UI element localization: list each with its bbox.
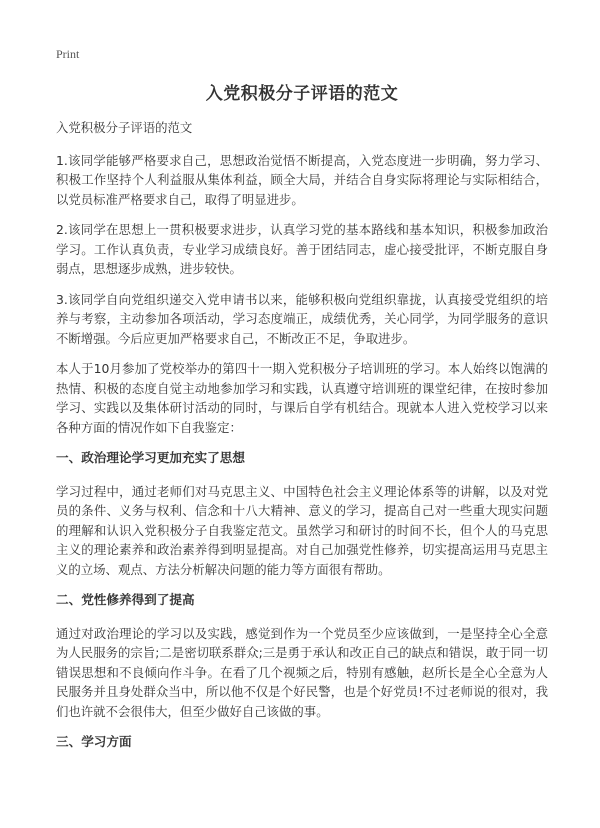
section-heading-3: 三、学习方面 (56, 734, 132, 749)
paragraph-intro: 本人于10月参加了党校举办的第四十一期入党积极分子培训班的学习。本人始终以饱满的热情、积极的态度自觉主动地参加学习和实践，认真遵守培训班的课堂纪律，在按时参加学习、实践以及集体研讨活动的同时，与课后自学有机结合。现就本人进入党校学习以来各种方面的情况作如下自我鉴定： (56, 361, 548, 435)
section-heading-2: 二、党性修养得到了提高 (56, 592, 195, 607)
section-body-2: 通过对政治理论的学习以及实践，感觉到作为一个党员至少应该做到，一是坚持全心全意为人民服务的宗旨;二是密切联系群众;三是勇于承认和改正自己的缺点和错误，敢于同一切错误思想和不良倾向作斗争。在看了几个视频之后，特别有感触，赵所长是全心全意为人民服务并且身处群众当中，所以他不仅是个好民警，也是个好党员!不过老师说的很对，我们也许就不会很伟大，但至少做好自己该做的事。 (56, 625, 548, 719)
paragraph-2: 2.该同学在思想上一贯积极要求进步，认真学习党的基本路线和基本知识，积极参加政治学习。工作认真负责，专业学习成绩良好。善于团结同志，虚心接受批评，不断克服自身弱点，思想逐步成熟，进步较快。 (56, 222, 548, 276)
paragraph-3: 3.该同学自向党组织递交入党申请书以来，能够积极向党组织靠拢，认真接受党组织的培养与考察，主动参加各项活动，学习态度端正，成绩优秀，关心同学，为同学服务的意识不断增强。今后应更加严格要求自己，不断改正不足，争取进步。 (56, 291, 548, 346)
section-heading-1: 一、政治理论学习更加充实了思想 (56, 450, 245, 465)
document-subtitle: 入党积极分子评语的范文 (56, 120, 193, 135)
page-title: 入党积极分子评语的范文 (205, 84, 399, 104)
print-link[interactable]: Print (56, 47, 80, 61)
section-body-1: 学习过程中，通过老师们对马克思主义、中国特色社会主义理论体系等的讲解，以及对党员的条件、义务与权利、信念和十八大精神、意义的学习，提高自己对一些重大现实问题的理解和认识入党积极分子自我鉴定范文。虽然学习和研讨的时间不长，但个人的马克思主义的理论素养和政治素养得到明显提高。对自己加强党性修养，切实提高运用马克思主义的立场、观点、方法分析解决问题的能力等方面很有帮助。 (56, 483, 548, 577)
paragraph-1: 1.该同学能够严格要求自己，思想政治觉悟不断提高，入党态度进一步明确，努力学习、积极工作坚持个人利益服从集体利益，顾全大局，并结合自身实际将理论与实际相结合，以党员标准严格要求自己，取得了明显进步。 (56, 152, 548, 207)
document-content (56, 118, 548, 766)
